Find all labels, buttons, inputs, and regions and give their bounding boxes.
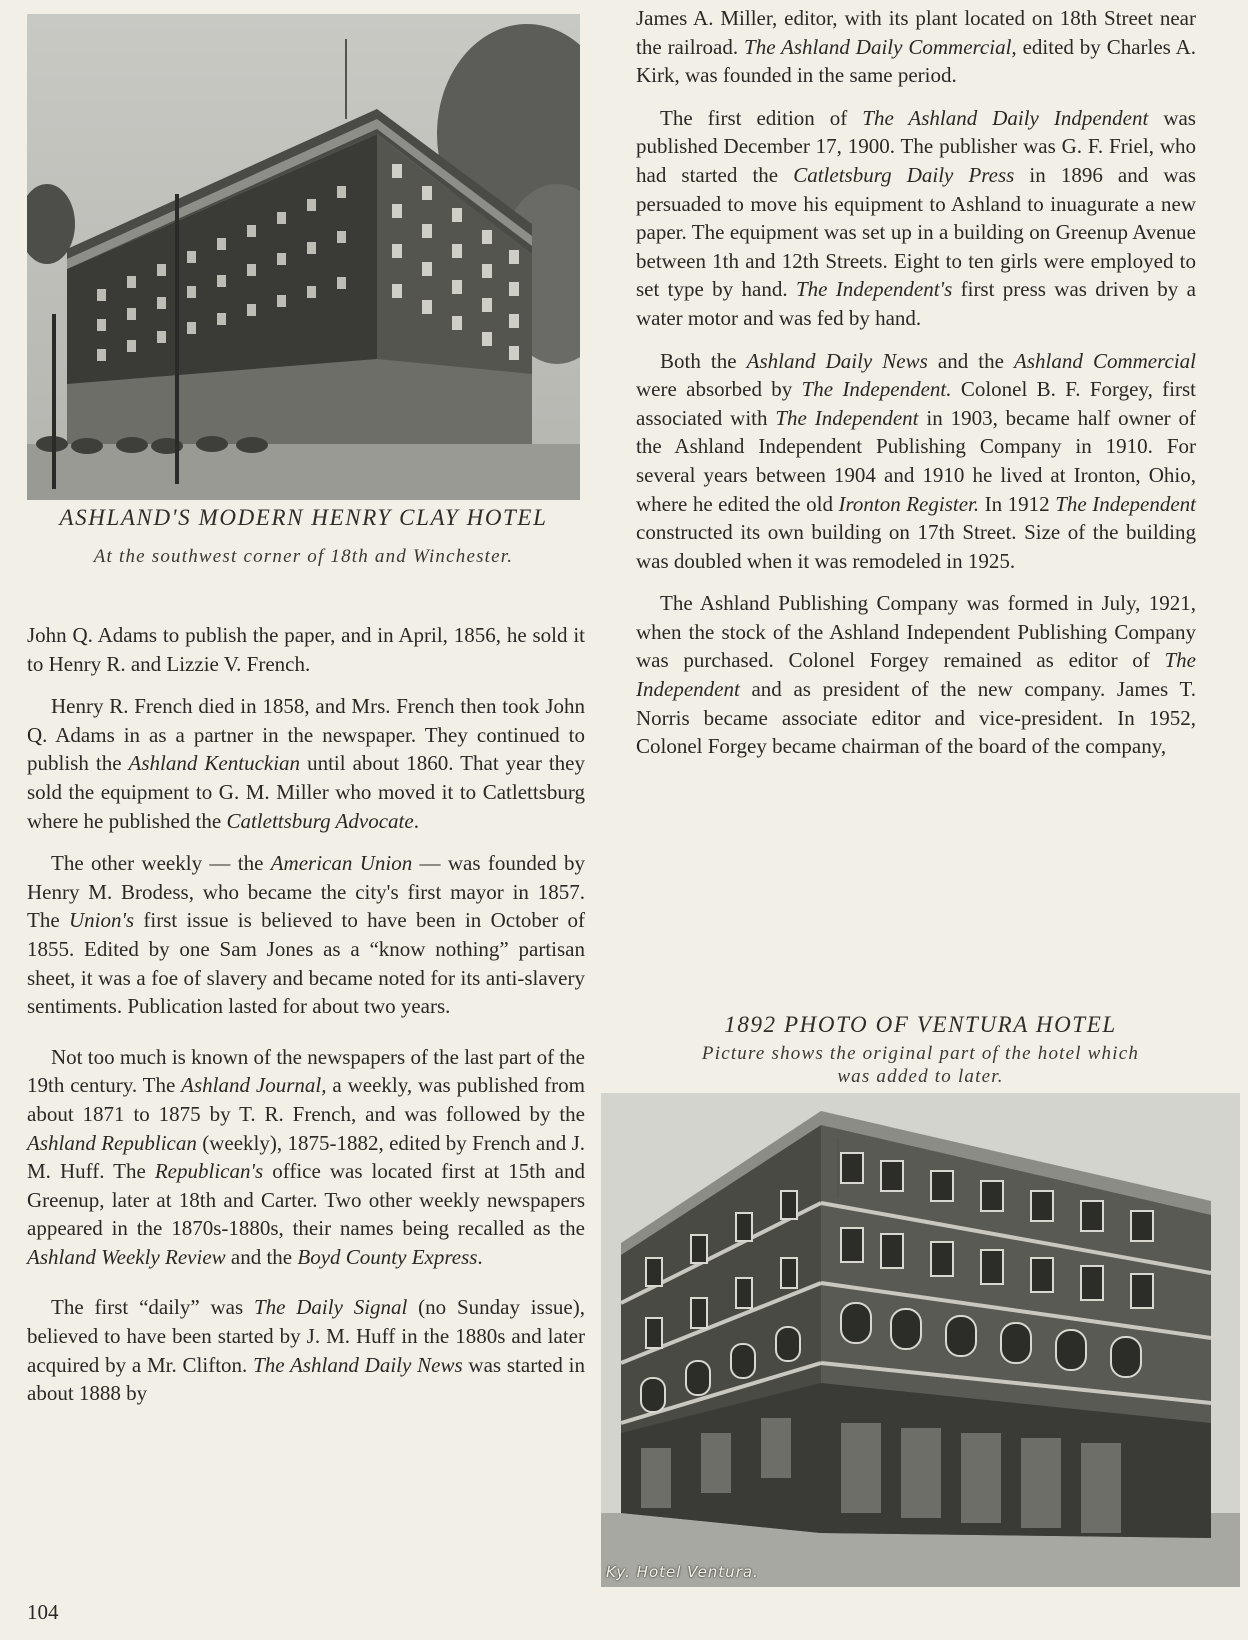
henry-clay-caption-title: ASHLAND'S MODERN HENRY CLAY HOTEL <box>59 505 548 530</box>
ventura-caption-title: 1892 PHOTO OF VENTURA HOTEL <box>724 1012 1117 1037</box>
right-paragraph-2: The first edition of The Ashland Daily Indpendent was published December 17, 1900. The publisher was G. F. Friel, who had started the Catletsburg Daily Press in 1896 and was persuaded to move his equipment to Ashland to inuagurate a new paper. The equipment was set up in a building on Greenup Avenue between 1th and 12th Streets. Eight to ten girls were employed to set type by hand. The Independent's first press was driven by a water motor and was fed by hand. <box>636 105 1196 330</box>
ventura-caption-subtitle: Picture shows the original part of the hotel which was added to later. <box>701 1043 1140 1087</box>
ventura-hotel-photo <box>601 1093 1240 1587</box>
right-paragraph-4: The Ashland Publishing Company was formed in July, 1921, when the stock of the Ashland Independent Publishing Company was purchased. Colonel Forgey remained as editor of The Independent and as president of the new company. James T. Norris became associate editor and vice-president. In 1952, Colonel Forgey became chairman of the board of the company, <box>636 591 1196 759</box>
left-text-column <box>27 621 585 1408</box>
right-text-column <box>636 4 1196 761</box>
henry-clay-caption-subtitle: At the southwest corner of 18th and Winchester. <box>93 546 514 567</box>
left-paragraph-1: John Q. Adams to publish the paper, and in April, 1856, he sold it to Henry R. and Lizzie V. French. <box>27 623 585 676</box>
left-paragraph-4: Not too much is known of the newspapers of the last part of the 19th century. The Ashland Journal, a weekly, was published from about 1871 to 1875 by T. R. French, and was followed by the Ashland Republican (weekly), 1875-1882, edited by French and J. M. Huff. The Republican's office was located first at 15th and Greenup, later at 18th and Carter. Two other weekly newspapers appeared in the 1870s-1880s, their names being recalled as the Ashland Weekly Review and the Boyd County Express. <box>27 1044 586 1269</box>
page-number: 104 <box>27 1600 59 1624</box>
ventura-photo-inset-label: Ky. Hotel Ventura. <box>606 1563 759 1581</box>
left-paragraph-5: The first “daily” was The Daily Signal (no Sunday issue), believed to have been started by J. M. Huff in the 1880s and later acquired by a Mr. Clifton. The Ashland Daily News was started in about 1888 by <box>27 1295 585 1406</box>
right-paragraph-1: James A. Miller, editor, with its plant located on 18th Street near the railroad. The Ashland Daily Commercial, edited by Charles A. Kirk, was founded in the same period. <box>636 6 1197 88</box>
left-paragraph-3: The other weekly — the American Union — was founded by Henry M. Brodess, who became the city's first mayor in 1857. The Union's first issue is believed to have been in October of 1855. Edited by one Sam Jones as a “know nothing” partisan sheet, it was a foe of slavery and became noted for its anti-slavery sentiments. Publication lasted for about two years. <box>27 851 585 1019</box>
right-paragraph-3: Both the Ashland Daily News and the Ashland Commercial were absorbed by The Independent. Colonel B. F. Forgey, first associated with The Independent in 1903, became half owner of the Ashland Independent Publishing Company in 1910. For several years between 1904 and 1910 he lived at Ironton, Ohio, where he edited the old Ironton Register. In 1912 The Independent constructed its own building on 17th Street. Size of the building was doubled when it was remodeled in 1925. <box>636 348 1196 573</box>
left-paragraph-2: Henry R. French died in 1858, and Mrs. French then took John Q. Adams in as a partner in the newspaper. They continued to publish the Ashland Kentuckian until about 1860. That year they sold the equipment to G. M. Miller who moved it to Catlettsburg where he published the Catlettsburg Advocate. <box>27 694 585 833</box>
henry-clay-hotel-photo <box>27 14 580 500</box>
